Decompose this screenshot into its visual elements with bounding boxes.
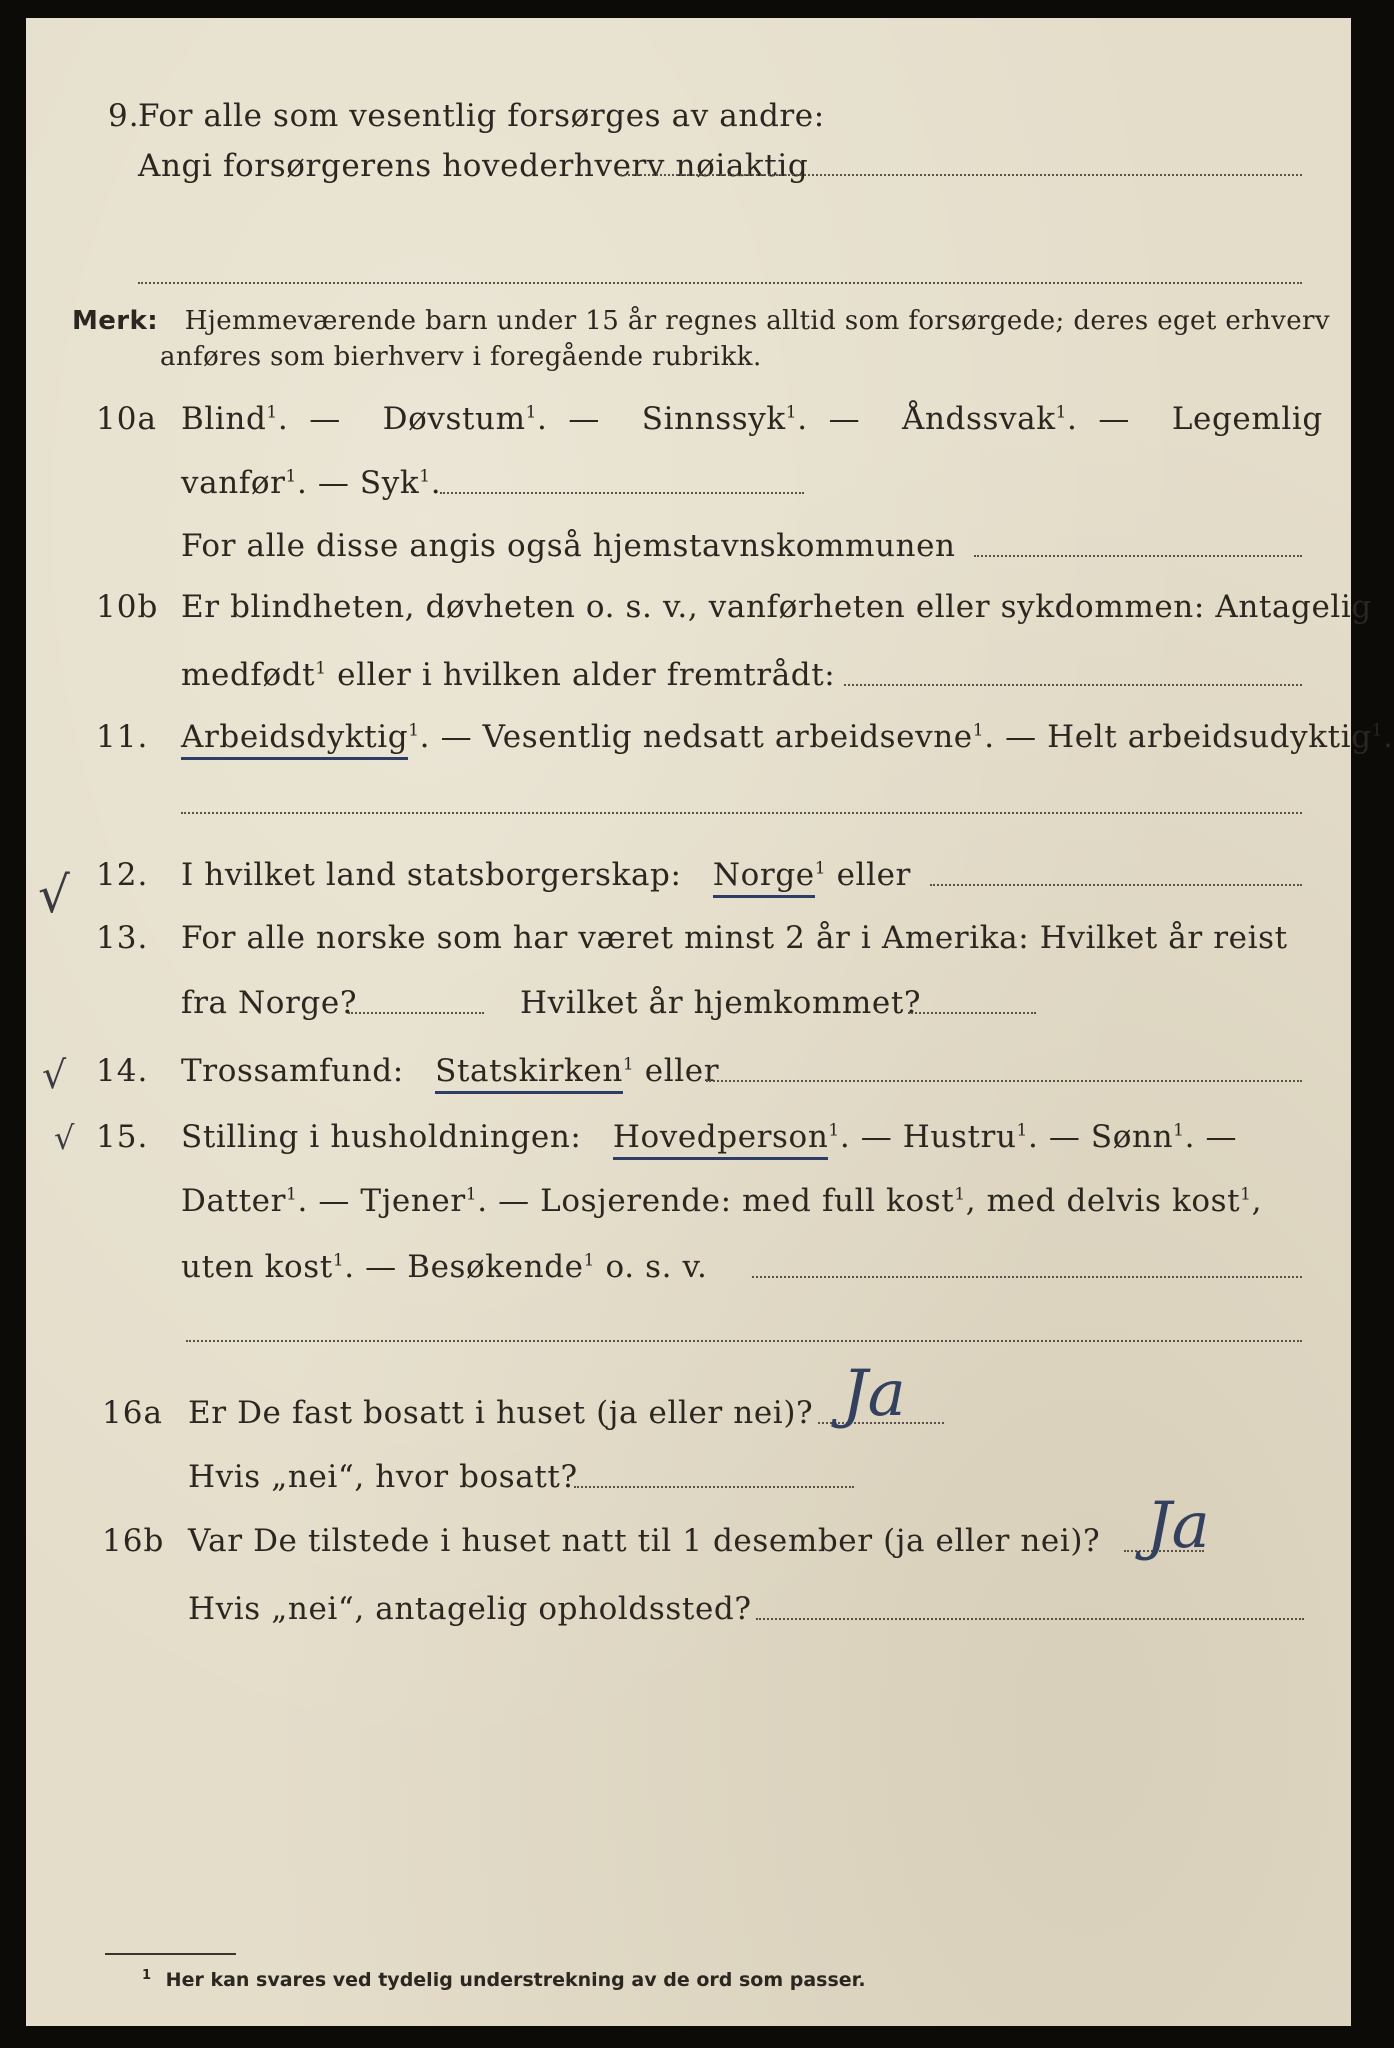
q16a-line2: Hvis „nei“, hvor bosatt? bbox=[188, 1459, 578, 1495]
q15-sonn: . — Sønn bbox=[1027, 1119, 1174, 1155]
q16a-handwritten-answer: Ja bbox=[842, 1357, 906, 1431]
q11-number: 11. bbox=[96, 719, 149, 755]
q9-answer-line bbox=[620, 174, 1302, 176]
footnote-ref: 1 bbox=[315, 658, 327, 679]
footnote-ref: 1 bbox=[266, 402, 278, 423]
q15-besokende: . — Besøkende bbox=[344, 1249, 584, 1285]
q13-hjemkommet-line bbox=[908, 1012, 1036, 1014]
footnote-number: 1 bbox=[142, 1968, 152, 1983]
q15-dash: . — bbox=[1184, 1119, 1238, 1155]
q10a-sinnssyk: Sinnssyk bbox=[641, 401, 786, 437]
q15-line3 bbox=[181, 1249, 708, 1285]
q10a-kommune-line bbox=[974, 555, 1302, 557]
q15-uten: uten kost bbox=[181, 1249, 333, 1285]
q13-reist: fra Norge? bbox=[181, 985, 358, 1021]
q10a-line2: vanfør$^1$. — Syk$^1$. bbox=[181, 465, 442, 501]
q10a-line1: Blind$^1$. — Døvstum$^1$. — Sinnssyk$^1$. — Åndssvak$^1$. — Legemlig bbox=[181, 401, 1323, 437]
q16b-line1: Var De tilstede i huset natt til 1 desember (ja eller nei)? bbox=[188, 1523, 1101, 1559]
q9-line1: For alle som vesentlig forsørges av andre: bbox=[138, 98, 825, 134]
q16b-handwritten-answer: Ja bbox=[1146, 1489, 1210, 1563]
q10b-line1: Er blindheten, døvheten o. s. v., vanførheten eller sykdommen: Antagelig bbox=[181, 589, 1372, 625]
footnote-ref: 1 bbox=[465, 1184, 478, 1205]
footnote-ref: 1 bbox=[525, 402, 538, 423]
q9-line2: Angi forsørgerens hovederhverv nøiaktig bbox=[138, 148, 809, 184]
q11-udyktig: . — Helt arbeidsudyktig bbox=[984, 719, 1372, 755]
footnote-ref: 1 bbox=[583, 1250, 596, 1271]
footnote-ref: 1 bbox=[419, 466, 431, 487]
footnote-ref: 1 bbox=[1173, 1120, 1185, 1141]
q15-number: 15. bbox=[96, 1119, 149, 1155]
q15-answer-line-2 bbox=[186, 1340, 1302, 1342]
q11-line: Arbeidsdyktig$^1$. — Vesentlig nedsatt arbeidsevne$^1$. — Helt arbeidsudyktig$^1$. bbox=[181, 722, 1394, 753]
q12-eller: eller bbox=[836, 857, 911, 893]
q15-delvis: , med delvis kost bbox=[965, 1183, 1241, 1219]
q14-text: Trossamfund: bbox=[181, 1053, 404, 1089]
merk-line1: Hjemmeværende barn under 15 år regnes alltid som forsørgede; deres eget erhverv bbox=[184, 306, 1330, 336]
footnote-ref: 1 bbox=[814, 858, 827, 879]
check-mark-icon: √ bbox=[38, 866, 70, 924]
q15-losjerende: . — Losjerende: med full kost bbox=[477, 1183, 955, 1219]
q14-statskirken-underlined: Statskirken bbox=[435, 1053, 623, 1094]
q16b-opholdssted-line bbox=[756, 1618, 1304, 1620]
footnote-ref: 1 bbox=[622, 1054, 635, 1075]
footnote bbox=[142, 1968, 866, 1991]
q9-number: 9. bbox=[108, 98, 140, 134]
q13-reist-line bbox=[348, 1012, 484, 1014]
q10b-line2-rest: eller i hvilken alder fremtrådt: bbox=[337, 657, 836, 693]
q10a-line3: For alle disse angis også hjemstavnskommunen bbox=[181, 528, 956, 564]
merk-line2: anføres som bierhverv i foregående rubrikk. bbox=[160, 342, 762, 372]
check-mark-icon: √ bbox=[54, 1119, 75, 1157]
q11-nedsatt: . — Vesentlig nedsatt arbeidsevne bbox=[419, 719, 973, 755]
q15-datter: Datter bbox=[181, 1183, 287, 1219]
q15-hustru: . — Hustru bbox=[839, 1119, 1017, 1155]
q13-hjemkommet: Hvilket år hjemkommet? bbox=[520, 985, 922, 1021]
q15-tjener: . — Tjener bbox=[297, 1183, 466, 1219]
q9-answer-line-2 bbox=[138, 282, 1302, 284]
q11-answer-line bbox=[181, 812, 1302, 814]
q15-line1 bbox=[181, 1119, 1238, 1155]
q10b-medfodt: medfødt bbox=[181, 657, 316, 693]
q13-line1: For alle norske som har været minst 2 år i Amerika: Hvilket år reist bbox=[181, 920, 1288, 956]
q10b-answer-line bbox=[844, 684, 1302, 686]
q14-line bbox=[181, 1053, 720, 1089]
q13-number: 13. bbox=[96, 920, 149, 956]
q16b-line2: Hvis „nei“, antagelig opholdssted? bbox=[188, 1591, 752, 1627]
footnote-ref: 1 bbox=[972, 720, 985, 741]
footnote-ref: 1 bbox=[785, 402, 798, 423]
q15-text: Stilling i husholdningen: bbox=[181, 1119, 582, 1155]
q10b-line2 bbox=[181, 657, 836, 693]
q14-number: 14. bbox=[96, 1053, 149, 1089]
footnote-ref: 1 bbox=[332, 1250, 345, 1271]
footnote-ref: 1 bbox=[1240, 1184, 1252, 1205]
q15-hovedperson-underlined: Hovedperson bbox=[613, 1119, 829, 1160]
q15-comma: , bbox=[1251, 1183, 1263, 1219]
q16a-line1: Er De fast bosatt i huset (ja eller nei)? bbox=[188, 1395, 814, 1431]
check-mark-icon: √ bbox=[42, 1053, 67, 1097]
footnote-ref: 1 bbox=[285, 466, 297, 487]
q10a-blind: Blind bbox=[181, 401, 267, 437]
q10a-number: 10a bbox=[96, 401, 157, 437]
q12-number: 12. bbox=[96, 857, 149, 893]
q14-answer-line bbox=[706, 1080, 1302, 1082]
q10a-answer-line bbox=[440, 492, 804, 494]
q12-text: I hvilket land statsborgerskap: bbox=[181, 857, 682, 893]
q16a-number: 16a bbox=[102, 1395, 163, 1431]
footnote-ref: 1 bbox=[408, 720, 420, 741]
q10a-syk: Syk bbox=[359, 465, 420, 501]
q12-norge-underlined: Norge bbox=[713, 857, 815, 898]
q10b-number: 10b bbox=[96, 589, 159, 625]
footnote-text: Her kan svares ved tydelig understrekning av de ord som passer. bbox=[165, 1969, 866, 1992]
q14-eller: eller bbox=[644, 1053, 720, 1089]
footnote-ref: 1 bbox=[286, 1184, 298, 1205]
merk-label: Merk: bbox=[72, 306, 159, 336]
merk-note bbox=[72, 308, 1330, 334]
q16a-bosatt-line bbox=[574, 1486, 854, 1488]
q15-line2 bbox=[181, 1183, 1263, 1219]
footnote-ref: 1 bbox=[1055, 402, 1068, 423]
q11-arbeidsdyktig-underlined: Arbeidsdyktig bbox=[181, 719, 408, 760]
q15-answer-line bbox=[752, 1276, 1302, 1278]
footnote-ref: 1 bbox=[1371, 720, 1384, 741]
footnote-ref: 1 bbox=[954, 1184, 966, 1205]
q12-answer-line bbox=[930, 884, 1302, 886]
q10a-andssvak: Åndssvak bbox=[902, 401, 1056, 437]
q16b-number: 16b bbox=[102, 1523, 165, 1559]
q10a-legemlig: Legemlig bbox=[1171, 401, 1323, 437]
footnote-ref: 1 bbox=[828, 1120, 840, 1141]
footnote-rule bbox=[105, 1953, 236, 1955]
q10a-dovstum: Døvstum bbox=[382, 401, 526, 437]
footnote-ref: 1 bbox=[1016, 1120, 1028, 1141]
q12-line bbox=[181, 857, 911, 893]
census-form-page bbox=[26, 18, 1394, 2026]
q10a-vanfor: vanfør bbox=[181, 465, 286, 501]
q15-osv: o. s. v. bbox=[605, 1249, 708, 1285]
